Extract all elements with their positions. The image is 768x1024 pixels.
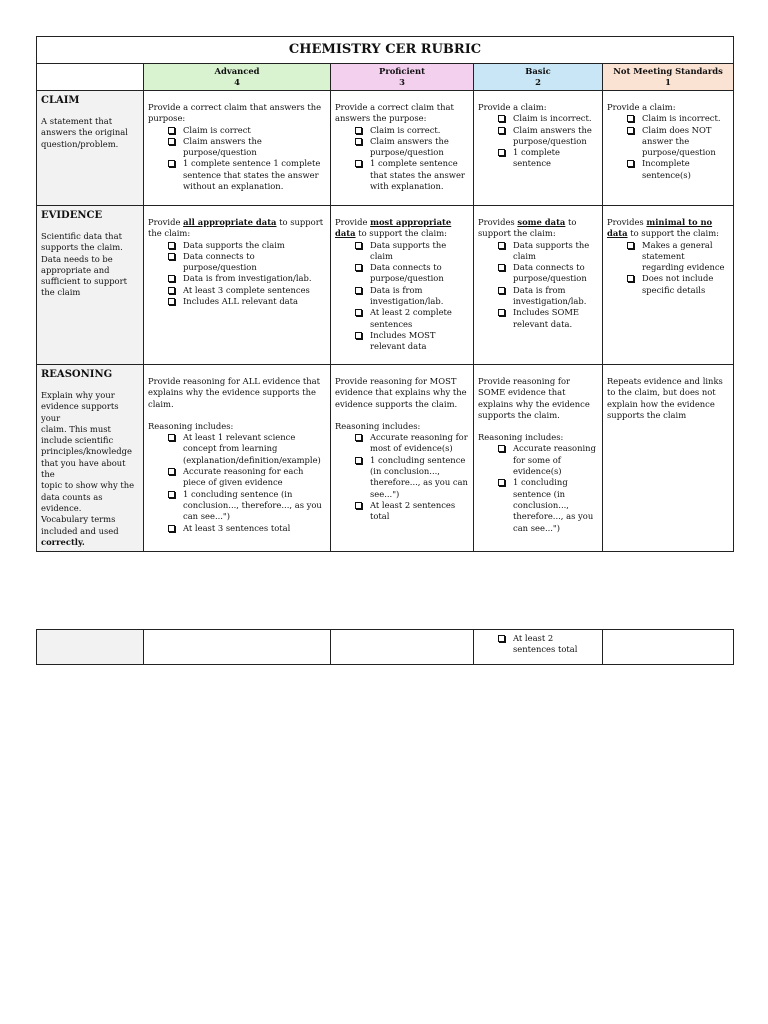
item-text: Data is from investigation/lab. bbox=[183, 273, 312, 284]
criterion-description: Scientific data that supports the claim. Data needs to be appropriate and sufficient to support the claim bbox=[41, 231, 127, 298]
checkbox-icon bbox=[168, 491, 175, 498]
checklist-item bbox=[355, 262, 469, 285]
checklist-item bbox=[498, 285, 598, 308]
checklist-item bbox=[498, 633, 598, 656]
claim-basic-cell bbox=[474, 91, 603, 206]
level-name: Advanced bbox=[214, 66, 260, 76]
intro-post: to support the claim: bbox=[355, 228, 447, 239]
item-text: At least 2 sentences total bbox=[513, 633, 578, 655]
checklist-item bbox=[355, 285, 469, 308]
evidence-not-cell bbox=[603, 206, 734, 365]
checklist-item bbox=[168, 285, 326, 296]
checklist-item bbox=[168, 273, 326, 284]
rubric-title: CHEMISTRY CER RUBRIC bbox=[37, 37, 734, 64]
desc-line: principles/knowledge bbox=[41, 446, 132, 457]
checkbox-icon bbox=[168, 287, 175, 294]
checkbox-icon bbox=[498, 445, 505, 452]
item-text: Claim does NOT answer the purpose/question bbox=[642, 124, 716, 158]
cell-intro: Provide a correct claim that answers the purpose: bbox=[148, 102, 322, 124]
level-not-meeting bbox=[603, 64, 734, 91]
checkbox-icon bbox=[355, 242, 362, 249]
checklist-item bbox=[498, 147, 598, 170]
rubric-table bbox=[36, 36, 734, 552]
item-text: Accurate reasoning for each piece of given evidence bbox=[183, 466, 304, 488]
item-text: 1 concluding sentence (in conclusion..., therefore..., as you can see...") bbox=[513, 477, 594, 533]
checkbox-icon bbox=[498, 635, 505, 642]
checklist-item bbox=[355, 158, 469, 192]
header-blank bbox=[37, 64, 144, 91]
checkbox-icon bbox=[355, 332, 362, 339]
checkbox-icon bbox=[168, 127, 175, 134]
desc-line: data counts as bbox=[41, 491, 103, 502]
cell-intro bbox=[335, 217, 469, 240]
intro-pre: Provide bbox=[148, 217, 184, 227]
checklist-item bbox=[498, 240, 598, 263]
level-name: Proficient bbox=[379, 66, 425, 76]
checklist-item bbox=[168, 136, 326, 159]
item-text: Includes MOST relevant data bbox=[370, 329, 436, 352]
cell-subheading: Reasoning includes: bbox=[478, 432, 564, 443]
desc-line: correctly. bbox=[41, 536, 85, 547]
item-text: Data supports the claim bbox=[370, 239, 447, 261]
checkbox-icon bbox=[627, 160, 634, 167]
cell-intro bbox=[148, 217, 326, 240]
claim-criterion bbox=[37, 91, 144, 206]
criterion-title: CLAIM bbox=[41, 95, 80, 106]
checklist-item bbox=[168, 489, 326, 523]
desc-line: Vocabulary terms bbox=[41, 514, 116, 525]
item-text: At least 1 relevant science concept from learning (explanation/definition/example) bbox=[183, 432, 321, 465]
checkbox-icon bbox=[498, 264, 505, 271]
item-text: Accurate reasoning for most of evidence(s) bbox=[370, 432, 468, 454]
checklist-item bbox=[498, 477, 598, 533]
reasoning-criterion bbox=[37, 365, 144, 552]
item-text: 1 complete sentence bbox=[513, 147, 560, 169]
desc-line: included and used bbox=[41, 525, 119, 536]
checklist-item bbox=[627, 113, 729, 124]
reasoning-proficient-cell bbox=[331, 365, 474, 552]
item-text: Claim answers the purpose/question bbox=[183, 135, 262, 158]
evidence-advanced-cell bbox=[144, 206, 331, 365]
checkbox-icon bbox=[627, 127, 634, 134]
checkbox-icon bbox=[627, 242, 634, 249]
intro-post: to support the claim: bbox=[148, 217, 324, 239]
checkbox-icon bbox=[168, 253, 175, 260]
desc-line: the bbox=[41, 469, 55, 480]
desc-line: topic to show why the bbox=[41, 480, 135, 491]
item-text: Accurate reasoning for some of evidence(s) bbox=[513, 443, 596, 477]
reasoning-advanced-cell bbox=[144, 365, 331, 552]
checkbox-icon bbox=[168, 275, 175, 282]
desc-line: include scientific bbox=[41, 435, 114, 446]
item-text: Data is from investigation/lab. bbox=[513, 284, 587, 307]
checklist-item bbox=[498, 307, 598, 330]
continuation-row bbox=[37, 630, 734, 665]
level-header-row bbox=[37, 64, 734, 91]
checkbox-icon bbox=[498, 127, 505, 134]
continuation-not-cell bbox=[603, 630, 734, 665]
checklist-item bbox=[355, 240, 469, 263]
level-score: 3 bbox=[399, 77, 405, 87]
continuation-advanced-cell bbox=[144, 630, 331, 665]
checklist-item bbox=[627, 158, 729, 181]
claim-not-cell bbox=[603, 91, 734, 206]
checklist-item bbox=[168, 125, 326, 136]
item-text: Incomplete sentence(s) bbox=[642, 158, 691, 180]
continuation-proficient-cell bbox=[331, 630, 474, 665]
item-text: Data connects to purpose/question bbox=[183, 250, 257, 273]
checkbox-icon bbox=[355, 434, 362, 441]
criterion-description: A statement that answers the original question/problem. bbox=[41, 116, 128, 149]
checklist-item bbox=[168, 251, 326, 274]
cell-intro bbox=[607, 217, 729, 240]
checkbox-icon bbox=[355, 287, 362, 294]
cell-intro bbox=[478, 217, 598, 240]
level-score: 2 bbox=[535, 77, 541, 87]
desc-line: your bbox=[41, 412, 61, 423]
checklist-item bbox=[355, 136, 469, 159]
continuation-table bbox=[36, 629, 734, 665]
checkbox-icon bbox=[498, 242, 505, 249]
cell-intro: Repeats evidence and links to the claim, but does not explain how the evidence supports the claim bbox=[607, 376, 723, 420]
item-text: 1 concluding sentence (in conclusion..., therefore..., as you can see...") bbox=[370, 454, 468, 499]
checklist-item bbox=[498, 125, 598, 148]
evidence-criterion bbox=[37, 206, 144, 365]
item-text: Claim is incorrect. bbox=[642, 113, 721, 124]
cell-intro: Provide reasoning for MOST evidence that explains why the evidence supports the claim. bbox=[335, 376, 467, 409]
desc-line: claim. This must bbox=[41, 423, 111, 434]
cell-intro: Provide reasoning for SOME evidence that explains why the evidence supports the claim. bbox=[478, 376, 590, 420]
item-text: Claim answers the purpose/question bbox=[513, 124, 592, 146]
checklist-item bbox=[168, 466, 326, 489]
evidence-basic-cell bbox=[474, 206, 603, 365]
checklist-item bbox=[168, 432, 326, 466]
checkbox-icon bbox=[498, 149, 505, 156]
checkbox-icon bbox=[627, 275, 634, 282]
desc-line: Explain why your bbox=[41, 390, 115, 400]
criterion-title: REASONING bbox=[41, 369, 113, 380]
intro-post: to support the claim: bbox=[627, 228, 719, 239]
item-text: 1 complete sentence 1 complete sentence that states the answer without an explanation. bbox=[183, 158, 321, 192]
continuation-basic-cell bbox=[474, 630, 603, 665]
level-name: Basic bbox=[525, 66, 551, 76]
cell-intro: Provide a claim: bbox=[478, 102, 547, 112]
checklist-item bbox=[355, 307, 469, 330]
intro-pre: Provide bbox=[335, 217, 371, 227]
checklist-item bbox=[498, 443, 598, 477]
checkbox-icon bbox=[168, 242, 175, 249]
checklist-item bbox=[355, 330, 469, 353]
intro-pre: Provides bbox=[478, 217, 518, 227]
level-basic bbox=[474, 64, 603, 91]
checkbox-icon bbox=[498, 479, 505, 486]
checkbox-icon bbox=[355, 160, 362, 167]
item-text: Includes SOME relevant data. bbox=[513, 307, 580, 329]
level-name: Not Meeting Standards bbox=[613, 66, 723, 76]
level-proficient bbox=[331, 64, 474, 91]
item-text: Claim is correct. bbox=[370, 124, 441, 135]
item-text: Claim answers the purpose/question bbox=[370, 135, 449, 158]
checkbox-icon bbox=[355, 457, 362, 464]
evidence-row bbox=[37, 206, 734, 365]
continuation-criterion bbox=[37, 630, 144, 665]
checkbox-icon bbox=[168, 298, 175, 305]
cell-intro: Provide reasoning for ALL evidence that explains why the evidence supports the claim. bbox=[148, 376, 320, 409]
checkbox-icon bbox=[168, 138, 175, 145]
cell-intro: Provide a claim: bbox=[607, 102, 676, 112]
item-text: At least 3 sentences total bbox=[183, 522, 291, 533]
checklist-item bbox=[168, 523, 326, 534]
checklist-item bbox=[498, 113, 598, 124]
item-text: Data supports the claim bbox=[513, 239, 590, 261]
item-text: Data supports the claim bbox=[183, 239, 285, 250]
desc-line: evidence. bbox=[41, 502, 82, 513]
checkbox-icon bbox=[498, 287, 505, 294]
item-text: At least 2 sentences total bbox=[370, 499, 456, 522]
checklist-item bbox=[355, 455, 469, 500]
item-text: Claim is correct bbox=[183, 124, 251, 135]
item-text: Data connects to purpose/question bbox=[370, 262, 444, 284]
checklist-item bbox=[627, 273, 729, 296]
item-text: 1 concluding sentence (in conclusion..., therefore..., as you can see...") bbox=[183, 488, 322, 522]
item-text: At least 2 complete sentences bbox=[370, 307, 452, 329]
intro-pre: Provides bbox=[607, 217, 647, 227]
claim-advanced-cell bbox=[144, 91, 331, 206]
claim-row bbox=[37, 91, 734, 206]
checklist-item bbox=[168, 240, 326, 251]
criterion-description bbox=[41, 390, 139, 548]
intro-post: to support the claim: bbox=[478, 217, 577, 239]
reasoning-row bbox=[37, 365, 734, 552]
intro-key: some data bbox=[517, 217, 566, 227]
item-text: Makes a general statement regarding evidence bbox=[642, 239, 725, 273]
checklist-item bbox=[355, 500, 469, 523]
checkbox-icon bbox=[355, 309, 362, 316]
checkbox-icon bbox=[498, 309, 505, 316]
reasoning-basic-cell bbox=[474, 365, 603, 552]
checkbox-icon bbox=[168, 525, 175, 532]
cell-subheading: Reasoning includes: bbox=[335, 420, 421, 431]
level-score: 1 bbox=[665, 77, 671, 87]
checklist-item bbox=[627, 125, 729, 159]
checkbox-icon bbox=[355, 264, 362, 271]
evidence-proficient-cell bbox=[331, 206, 474, 365]
checklist-item bbox=[355, 125, 469, 136]
reasoning-not-cell bbox=[603, 365, 734, 552]
level-advanced bbox=[144, 64, 331, 91]
criterion-title: EVIDENCE bbox=[41, 210, 103, 221]
cell-subheading: Reasoning includes: bbox=[148, 420, 234, 431]
item-text: 1 complete sentence that states the answer with explanation. bbox=[370, 158, 465, 192]
checklist-item bbox=[168, 158, 326, 192]
item-text: Data connects to purpose/question bbox=[513, 262, 587, 284]
checkbox-icon bbox=[168, 434, 175, 441]
checklist-item bbox=[627, 240, 729, 274]
checkbox-icon bbox=[498, 115, 505, 122]
checkbox-icon bbox=[168, 160, 175, 167]
checklist-item bbox=[498, 262, 598, 285]
checkbox-icon bbox=[168, 468, 175, 475]
item-text: Data is from investigation/lab. bbox=[370, 284, 444, 307]
checkbox-icon bbox=[627, 115, 634, 122]
intro-key: most appropriate data bbox=[335, 217, 452, 239]
item-text: At least 3 complete sentences bbox=[183, 284, 310, 295]
checklist-item bbox=[168, 296, 326, 307]
intro-key: minimal to no data bbox=[607, 217, 713, 239]
claim-proficient-cell bbox=[331, 91, 474, 206]
level-score: 4 bbox=[234, 77, 240, 87]
desc-line: that you have about bbox=[41, 457, 126, 468]
item-text: Does not include specific details bbox=[642, 273, 714, 295]
intro-key: all appropriate data bbox=[183, 217, 277, 227]
checklist-item bbox=[355, 432, 469, 455]
item-text: Includes ALL relevant data bbox=[183, 296, 299, 307]
item-text: Claim is incorrect. bbox=[513, 113, 592, 124]
checkbox-icon bbox=[355, 127, 362, 134]
checkbox-icon bbox=[355, 138, 362, 145]
cell-intro: Provide a correct claim that answers the purpose: bbox=[335, 102, 454, 124]
checkbox-icon bbox=[355, 502, 362, 509]
desc-line: evidence supports bbox=[41, 401, 119, 412]
